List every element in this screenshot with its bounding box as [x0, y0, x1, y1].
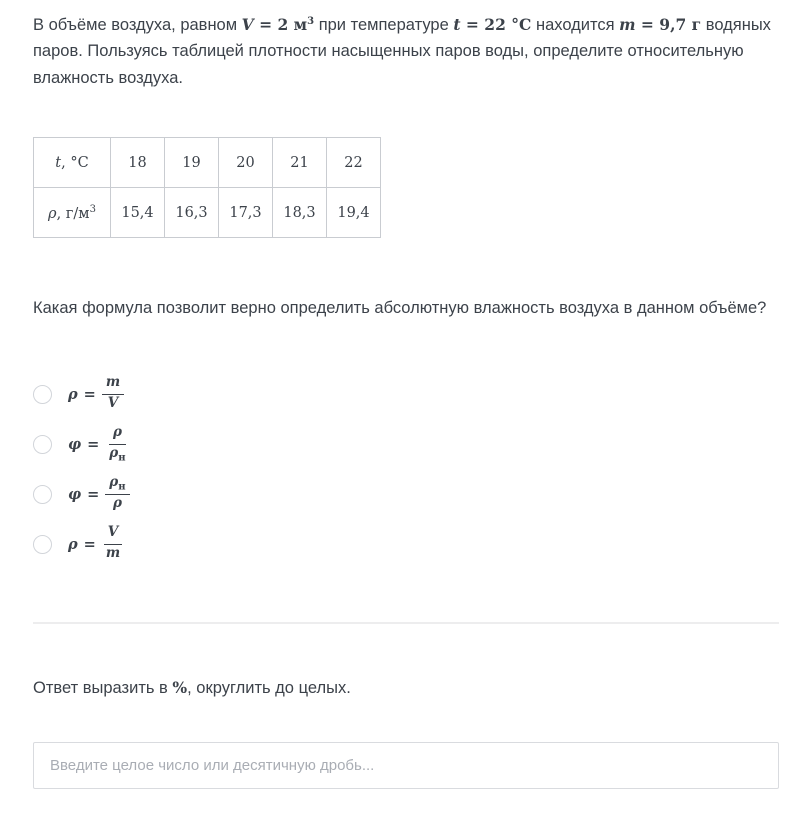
table-cell: 15,4 — [111, 188, 165, 238]
math-mass: m = 9,7 г — [619, 15, 702, 34]
radio-button-option-1[interactable] — [33, 385, 52, 404]
table-cell: 21 — [273, 138, 327, 188]
formula-option-4[interactable]: ρ = $\frac{V}{m}$ — [68, 525, 124, 564]
option-row-2 — [33, 420, 779, 470]
table-cell: 17,3 — [219, 188, 273, 238]
table-row-density — [34, 188, 381, 238]
table-cell: 19,4 — [327, 188, 381, 238]
problem-text: при температуре — [314, 16, 454, 34]
radio-button-option-3[interactable] — [33, 485, 52, 504]
row-header-density: ρ, $г/м^3$ — [34, 188, 111, 238]
answer-instruction: Ответ выразить в %, округлить до целых. — [33, 677, 351, 697]
superscript: 3 — [89, 203, 96, 215]
fraction: $\frac{V}{m}$ — [102, 525, 124, 564]
table-row-temperature — [34, 138, 381, 188]
saturated-vapor-density-table — [33, 137, 381, 238]
percent-sign: % — [172, 677, 188, 697]
fraction: $\frac{\rho_н}{\rho}$ — [105, 475, 129, 514]
table-cell: 16,3 — [165, 188, 219, 238]
formula-options — [33, 370, 779, 570]
table-cell: 18,3 — [273, 188, 327, 238]
formula-option-1[interactable]: ρ = $\frac{m}{V}$ — [68, 375, 124, 414]
problem-text: водяных паров. Пользуясь таблицей плотности насыщенных паров воды, определите относительную влажность воздуха. — [33, 16, 771, 87]
problem-text: В объёме воздуха, равном — [33, 16, 242, 34]
radio-button-option-4[interactable] — [33, 535, 52, 554]
table-cell: 22 — [327, 138, 381, 188]
formula-option-2[interactable]: φ = $\frac{\rho}{\rho_н}$ — [68, 425, 130, 464]
table-cell: 20 — [219, 138, 273, 188]
fraction: $\frac{m}{V}$ — [102, 375, 124, 414]
formula-question-text: Какая формула позволит верно определить абсолютную влажность воздуха в данном объёме? — [33, 299, 767, 318]
row-header-temperature: t, °C — [34, 138, 111, 188]
table-cell: 18 — [111, 138, 165, 188]
fraction: $\frac{\rho}{\rho_н}$ — [109, 423, 126, 464]
math-temperature: t = 22 °C — [453, 15, 532, 34]
option-row-4 — [33, 520, 779, 570]
problem-text: находится — [531, 16, 620, 34]
math-volume: V = 2 $м^3$ — [241, 15, 315, 34]
problem-statement — [33, 12, 779, 91]
option-row-1 — [33, 370, 779, 420]
option-row-3 — [33, 470, 779, 520]
answer-input[interactable] — [33, 742, 779, 789]
table-cell: 19 — [165, 138, 219, 188]
section-divider — [33, 622, 779, 624]
formula-option-3[interactable]: φ = $\frac{\rho_н}{\rho}$ — [68, 475, 130, 514]
superscript: 3 — [307, 15, 315, 27]
radio-button-option-2[interactable] — [33, 435, 52, 454]
